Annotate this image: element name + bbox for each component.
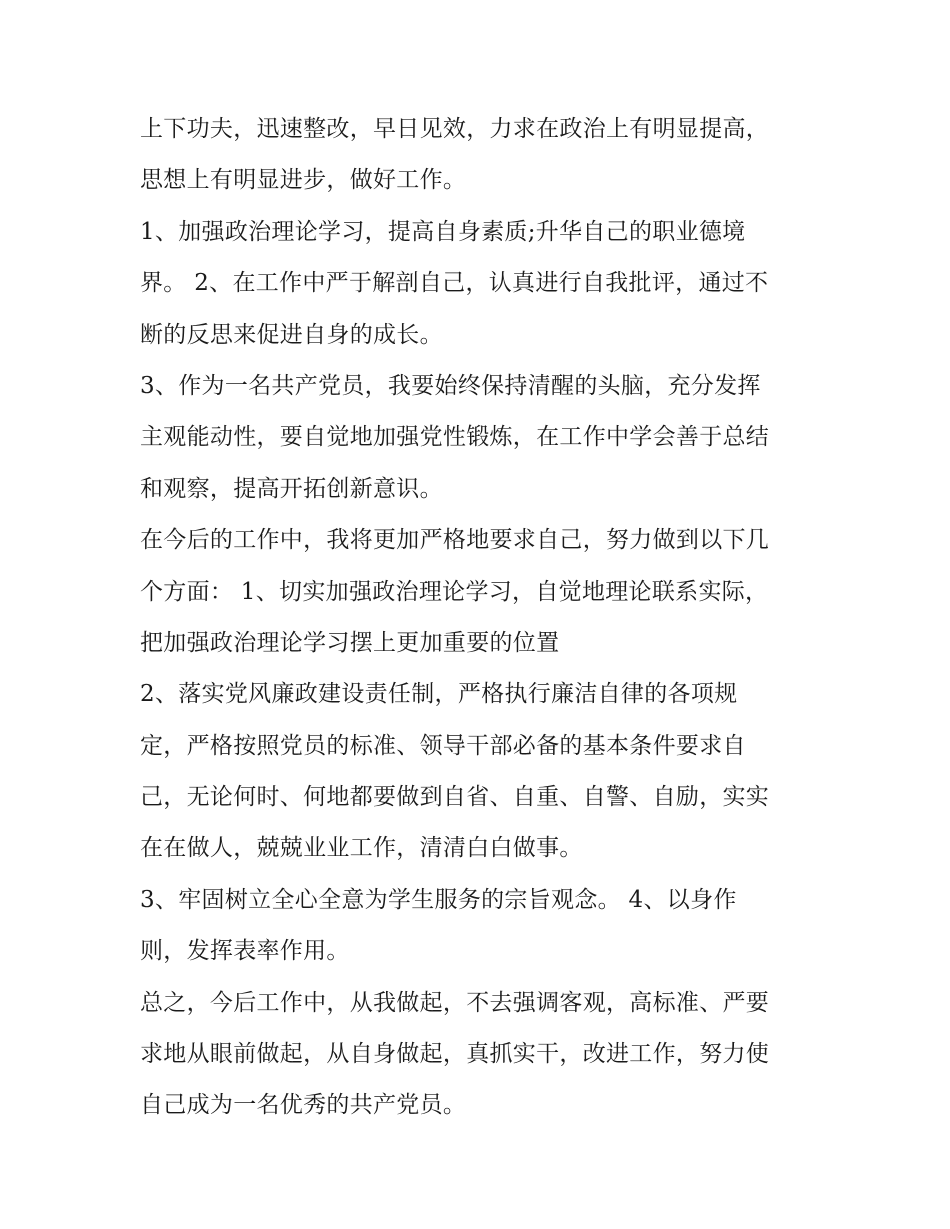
text-line: 1、加强政治理论学习，提高自身素质;升华自己的职业德境 (140, 218, 746, 245)
text-line: 把加强政治理论学习摆上更加重要的位置 (140, 629, 560, 656)
text-line: 己，无论何时、何地都要做到自省、自重、自警、自励，实实 (140, 784, 770, 811)
text-line: 个方面： 1、切实加强政治理论学习，自觉地理论联系实际， (140, 578, 769, 605)
text-line: 在今后的工作中，我将更加严格地要求自己，努力做到以下几 (140, 527, 770, 554)
text-line: 断的反思来促进自身的成长。 (140, 321, 443, 348)
text-line: 主观能动性，要自觉地加强党性锻炼，在工作中学会善于总结 (140, 424, 770, 451)
text-line: 上下功夫，迅速整改，早日见效，力求在政治上有明显提高， (140, 116, 770, 142)
text-line: 定，严格按照党员的标准、领导干部必备的基本条件要求自 (140, 732, 746, 759)
text-line: 3、牢固树立全心全意为学生服务的宗旨观念。 4、以身作 (140, 886, 737, 913)
text-line: 3、作为一名共产党员，我要始终保持清醒的头脑，充分发挥 (140, 372, 761, 399)
text-line: 则，发挥表率作用。 (140, 938, 350, 965)
text-line: 在在做人，兢兢业业工作，清清白白做事。 (140, 835, 583, 862)
text-line: 2、落实党风廉政建设责任制，严格执行廉洁自律的各项规 (140, 681, 738, 708)
text-line: 求地从眼前做起，从自身做起，真抓实干，改进工作，努力使 (140, 1041, 770, 1068)
text-line: 思想上有明显进步，做好工作。 (140, 167, 467, 194)
text-line: 和观察，提高开拓创新意识。 (140, 475, 443, 502)
text-line: 界。 2、在工作中严于解剖自己，认真进行自我批评，通过不 (140, 270, 769, 297)
text-line: 总之，今后工作中，从我做起，不去强调客观，高标准、严要 (140, 989, 770, 1016)
document-body (140, 104, 830, 1132)
text-line: 自己成为一名优秀的共产党员。 (140, 1092, 467, 1119)
